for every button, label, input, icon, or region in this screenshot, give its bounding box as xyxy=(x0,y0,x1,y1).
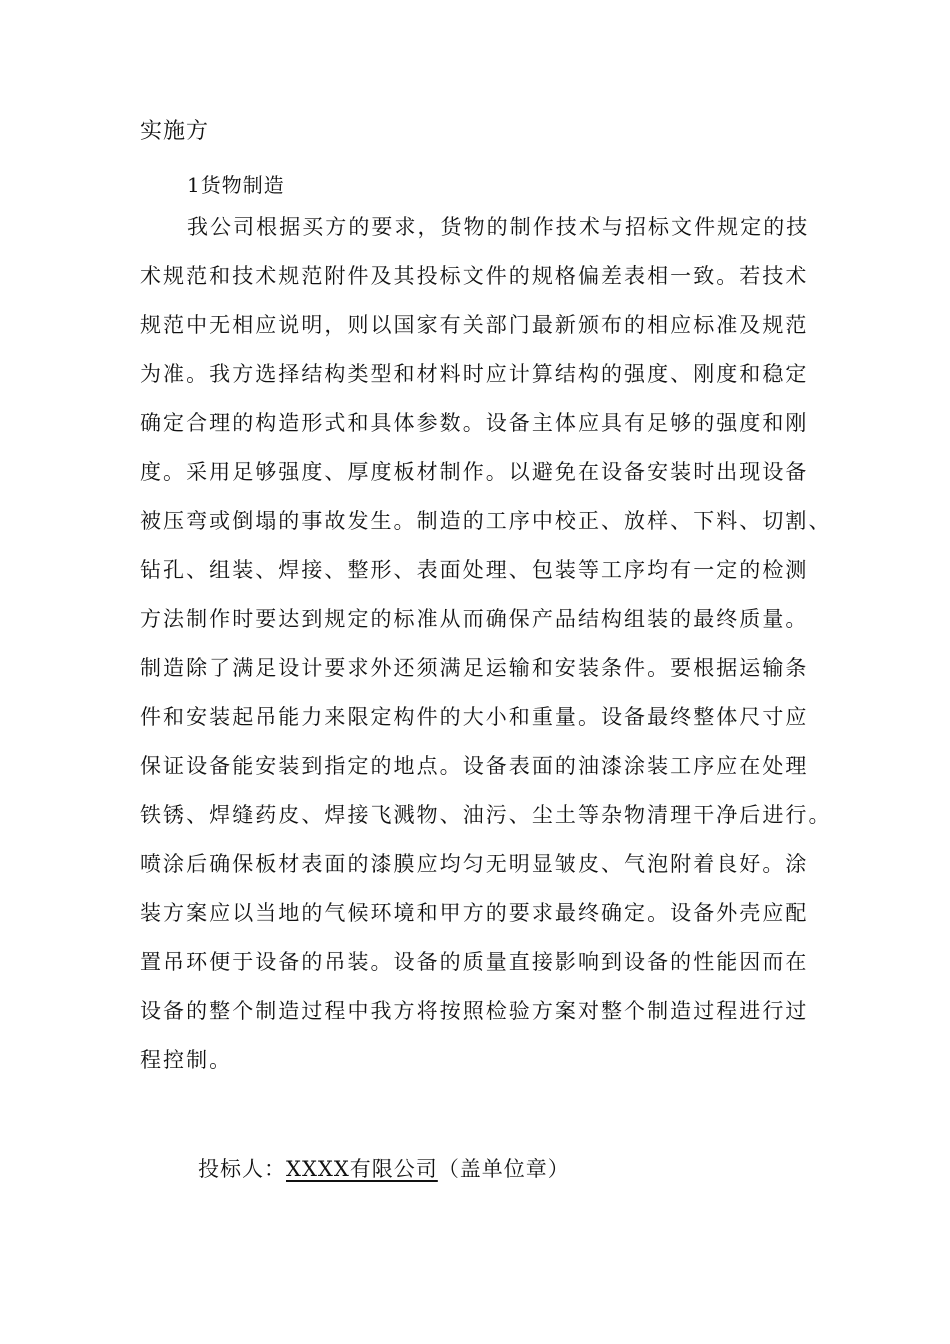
paragraph-line: 我公司根据买方的要求，货物的制作技术与招标文件规定的技 xyxy=(187,215,810,239)
paragraph-line: 保证设备能安装到指定的地点。设备表面的油漆涂装工序应在处理 xyxy=(140,754,809,778)
seal-note: （盖单位章） xyxy=(437,1157,570,1181)
paragraph-line: 程控制。 xyxy=(140,1048,233,1072)
paragraph-line: 件和安装起吊能力来限定构件的大小和重量。设备最终整体尺寸应 xyxy=(140,705,809,729)
paragraph-line: 方法制作时要达到规定的标准从而确保产品结构组装的最终质量。 xyxy=(140,607,809,631)
paragraph-line: 装方案应以当地的气候环境和甲方的要求最终确定。设备外壳应配 xyxy=(140,901,809,925)
document-heading: 实施方 xyxy=(140,119,210,144)
paragraph-line: 钻孔、组装、焊接、整形、表面处理、包装等工序均有一定的检测 xyxy=(140,558,809,582)
body-paragraph xyxy=(140,210,830,1092)
paragraph-line: 术规范和技术规范附件及其投标文件的规格偏差表相一致。若技术 xyxy=(140,264,809,288)
paragraph-line: 铁锈、焊缝药皮、焊接飞溅物、油污、尘土等杂物清理干净后进行。 xyxy=(140,803,832,827)
company-name: XXXX有限公司 xyxy=(286,1157,438,1181)
section-title: 1货物制造 xyxy=(187,173,285,197)
paragraph-line: 确定合理的构造形式和具体参数。设备主体应具有足够的强度和刚 xyxy=(140,411,809,435)
paragraph-line: 设备的整个制造过程中我方将按照检验方案对整个制造过程进行过 xyxy=(140,999,809,1023)
bidder-signature xyxy=(198,1153,570,1185)
paragraph-line: 规范中无相应说明，则以国家有关部门最新颁布的相应标准及规范 xyxy=(140,313,809,337)
paragraph-line: 度。采用足够强度、厚度板材制作。以避免在设备安装时出现设备 xyxy=(140,460,809,484)
paragraph-line: 被压弯或倒塌的事故发生。制造的工序中校正、放样、下料、切割、 xyxy=(140,509,832,533)
paragraph-line: 制造除了满足设计要求外还须满足运输和安装条件。要根据运输条 xyxy=(140,656,809,680)
paragraph-line: 喷涂后确保板材表面的漆膜应均匀无明显皱皮、气泡附着良好。涂 xyxy=(140,852,809,876)
paragraph-line: 置吊环便于设备的吊装。设备的质量直接影响到设备的性能因而在 xyxy=(140,950,809,974)
paragraph-line: 为准。我方选择结构类型和材料时应计算结构的强度、刚度和稳定 xyxy=(140,362,809,386)
bidder-label: 投标人： xyxy=(198,1157,286,1181)
